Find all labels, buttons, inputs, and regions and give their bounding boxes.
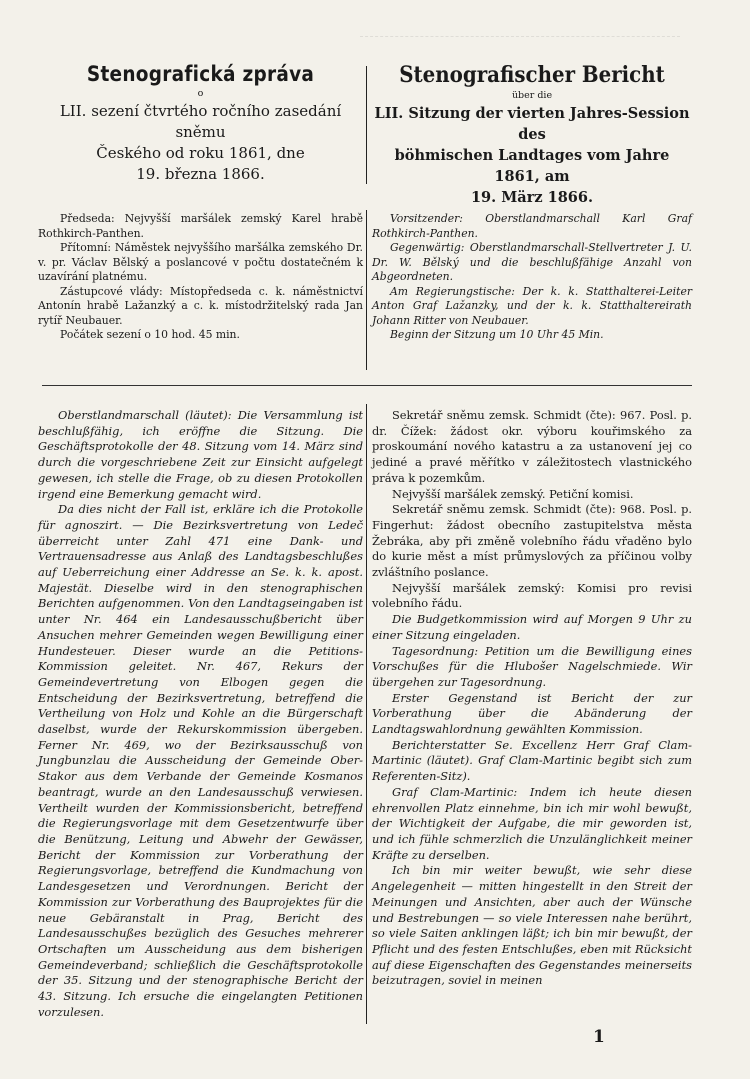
session-de-line-2: böhmischen Landtages vom Jahre 1861, am [394,147,670,185]
left-header [38,62,363,185]
body-paragraph: Tagesordnung: Petition um die Bewilligung eines Vorschußes für die Hlubošer Nagelschmiede. Wir übergehen zur Tagesordnung. [372,643,692,689]
right-header [372,62,692,208]
meta-de-chair: Vorsitzender: Oberstlandmarschall Karl Graf Rothkirch-Panthen. [372,212,692,240]
body-paragraph: Nejvyšší maršálek zemský. Petiční komisi. [392,486,634,501]
meta-start: Počátek sezení o 10 hod. 45 min. [60,328,240,341]
body-paragraph: Oberstlandmarschall (läutet): Die Versammlung ist beschlußfähig, ich eröffne die Sitzung. Die Geschäftsprotokolle der 48. Sitzung vom 14. März sind durch die vorgeschriebene Zeit zur Einsicht aufgelegt gewesen, ich stelle die Frage, ob zu diesen Protokollen irgend eine Bemerkung gemacht wird. [38,408,363,501]
body-paragraph: Erster Gegenstand ist Bericht der zur Vorberathung über die Abänderung der Landtagswahlordnung gewählten Kommission. [372,690,692,737]
meta-present: Přítomní: Náměstek nejvyššího maršálka zemského Dr. v. pr. Václav Bělský a poslancové v počtu dostatečném k uzavírání platnému. [38,241,363,283]
session-line-2: Českého od roku 1861, dne [96,144,305,162]
body-paragraph: Sekretář sněmu zemsk. Schmidt (čte): 968. Posl. p. Fingerhut: žádost obecního zastupitelstva města Žebráka, aby při změně volebního řádu vřaděno bylo do kurie měst a míst průmyslových za příčinou volby zvláštního poslance. [372,502,692,580]
title-connector-uber: über die [511,90,553,101]
body-paragraph: Nejvyšší maršálek zemský: Komisi pro revisi volebního řádu. [372,580,692,611]
meta-column-divider [366,210,367,370]
body-paragraph: Berichterstatter Se. Excellenz Herr Graf Clam-Martinic (läutet). Graf Clam-Martinic begibt sich zum Referenten-Sitz). [372,737,692,784]
body-paragraph: Ich bin mir weiter bewußt, wie sehr diese Angelegenheit — mitten hingestellt in den Streit der Meinungen und Ansichten, aber auch der Wünsche und Bestrebungen — so viele Interessen nahe berührt, so viele Saiten anklingen läßt; ich bin mir bewußt, der Pflicht und des festen Entschlußes, eben mit Rücksicht auf diese Eigenschaften des Gegenstandes meinerseits beizutragen, soviel in meinen [372,863,692,988]
left-meta [38,212,363,343]
title-german: Stenografischer Bericht [399,62,665,88]
body-paragraph: Sekretář sněmu zemsk. Schmidt (čte): 967. Posl. p. dr. Čížek: žádost okr. výboru kouřimského za proskoumání nového katastru a za ustanovení jej co jediné a pravé měřítko v záležitostech vlastnického práva k pozemkům. [372,408,692,485]
title-czech: Stenografická zpráva [86,62,315,86]
right-meta [372,212,692,343]
session-de-line-1: LII. Sitzung der vierten Jahres-Session des [374,105,690,143]
header-column-divider [366,66,367,184]
meta-government: Zástupcové vlády: Místopředseda c. k. náměstnictví Antonín hrabě Lažanzký a c. k. místodržitelský rada Jan rytíř Neubauer. [38,284,363,327]
meta-de-present: Gegenwärtig: Oberstlandmarschall-Stellvertreter J. U. Dr. W. Bělský und die beschlußfähige Anzahl von Abgeordneten. [372,241,692,283]
page-number: 1 [593,1027,605,1047]
body-paragraph: Graf Clam-Martinic: Indem ich heute diesen ehrenvollen Platz einnehme, bin ich mir wohl bewußt, der Wichtigkeit der Aufgabe, die mir geworden ist, und ich fühle schmerzlich die Unzulänglichkeit meiner Kräfte zu derselben. [372,784,692,862]
body-paragraph: Die Budgetkommission wird auf Morgen 9 Uhr zu einer Sitzung eingeladen. [372,612,692,642]
right-body [372,408,692,989]
meta-chair: Předseda: Nejvyšší maršálek zemský Karel hrabě Rothkirch-Panthen. [38,212,363,240]
meta-de-government: Am Regierungstische: Der k. k. Statthalterei-Leiter Anton Graf Lažanzky, und der k. k. Statthaltereirath Johann Ritter von Neubauer. [372,284,692,327]
body-paragraph: Da dies nicht der Fall ist, erkläre ich die Protokolle für agnoszirt. — Die Bezirksvertretung von Ledeč überreicht unter Zahl 471 eine Dank- und Vertrauensadresse aus Anlaß des Landtagsbeschlußes auf Ueberreichung einer Addresse an Se. k. k. apost. Majestät. Dieselbe wird in den stenographischen Berichten aufgenommen. Von den Landtagseingaben ist unter Nr. 464 ein Landesausschußbericht über Ansuchen mehrer Gemeinden wegen Bewilligung einer Hundesteuer. Dieser wurde an die Petitions-Kommission geleitet. Nr. 467, Rekurs der Gemeindevertretung von Elbogen gegen die Entscheidung der Bezirksvertretung, betreffend die Vertheilung von Holz und Kohle an die Bürgerschaft daselbst, wurde der Rekurskommission übergeben. Ferner Nr. 469, wo der Bezirksausschuß von Jungbunzlau die Ausscheidung der Gemeinde Ober-Stakor aus dem Verbande der Gemeinde Kosmanos beantragt, wurde an den Landesausschuß verwiesen. Vertheilt wurden der Kommissionsbericht, betreffend die Regierungsvorlage mit dem Gesetzentwurfe über die Benützung, Leitung und Abwehr der Gewässer, Bericht der Kommission zur Vorberathung der Regierungsvorlage, betreffend die Kundmachung von Landesgesetzen und Verordnungen. Bericht der Kommission zur Vorberathung des Bauprojektes für die neue Gebäranstalt in Prag, Bericht des Landesausschußes bezüglich des Gesuches mehrerer Ortschaften um Ausscheidung aus dem bisherigen Gemeindeverband; schließlich die Geschäftsprotokolle der 35. Sitzung und der stenographische Bericht der 43. Sitzung. Ich ersuche die eingelangten Petitionen vorzulesen. [38,502,363,1019]
body-column-divider [366,404,367,1024]
section-separator [42,385,692,386]
title-connector-o: o [197,88,204,99]
session-line-1: LII. sezení čtvrtého ročního zasedání sněmu [59,102,342,141]
left-body [38,408,363,1020]
session-line-3: 19. března 1866. [136,165,265,183]
bleed-through-text [360,36,680,45]
meta-de-start: Beginn der Sitzung um 10 Uhr 45 Min. [390,328,604,341]
session-de-line-3: 19. März 1866. [470,189,594,206]
